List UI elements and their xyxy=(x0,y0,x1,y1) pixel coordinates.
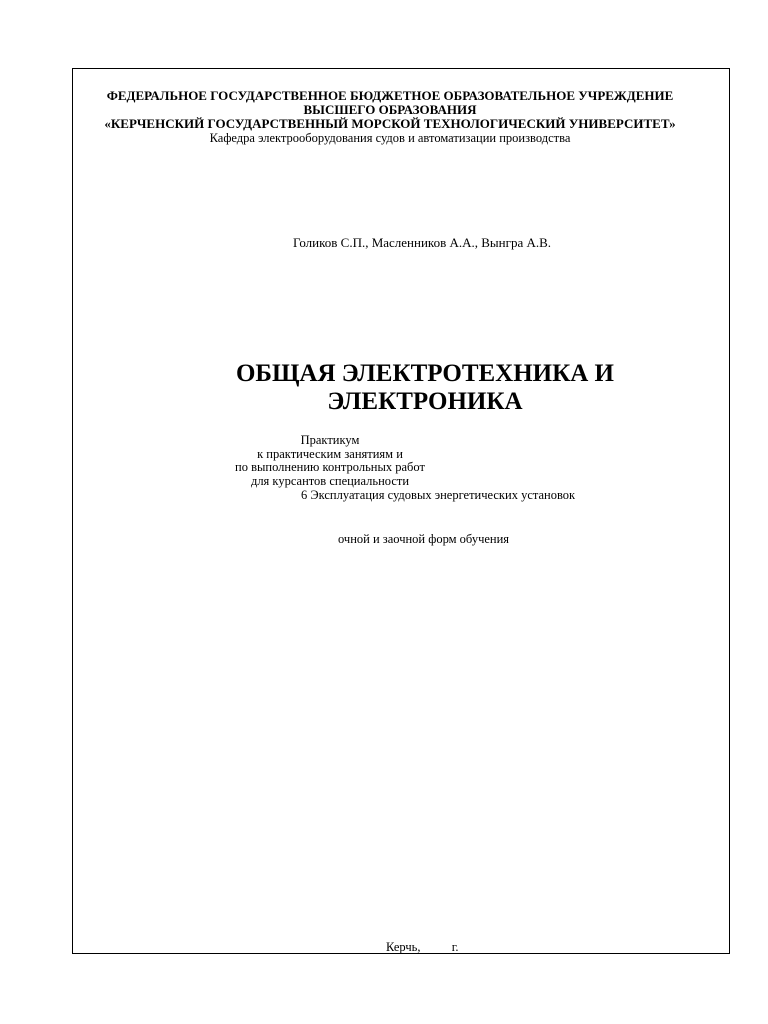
subtitle-line-1: Практикум xyxy=(300,433,360,447)
specialty-line: 6 Эксплуатация судовых энергетических установок xyxy=(301,488,576,502)
subtitle-line-4: для курсантов специальности xyxy=(250,473,410,488)
header-line-2: ВЫСШЕГО ОБРАЗОВАНИЯ xyxy=(303,102,477,117)
subtitle-line-2: к практическим занятиям и xyxy=(257,446,403,461)
page-border xyxy=(72,68,730,954)
document-title xyxy=(40,360,768,416)
title-line-2: ЭЛЕКТРОНИКА xyxy=(327,388,523,415)
title-line-1: ОБЩАЯ ЭЛЕКТРОТЕХНИКА И xyxy=(235,360,614,387)
authors-line: Голиков С.П., Масленников А.А., Вынгра А.В. xyxy=(292,235,552,250)
subtitle-line-3: по выполнению контрольных работ xyxy=(235,460,425,474)
header-line-3: «КЕРЧЕНСКИЙ ГОСУДАРСТВЕННЫЙ МОРСКОЙ ТЕХНОЛОГИЧЕСКИЙ УНИВЕРСИТЕТ» xyxy=(104,116,676,131)
document-subtitle xyxy=(80,434,580,488)
institution-header xyxy=(40,89,740,145)
department-name: Кафедра электрооборудования судов и автоматизации производства xyxy=(209,131,571,145)
study-forms-line: очной и заочной форм обучения xyxy=(338,532,510,546)
footer-city-year: Керчь, г. xyxy=(386,940,459,954)
header-line-1: ФЕДЕРАЛЬНОЕ ГОСУДАРСТВЕННОЕ БЮДЖЕТНОЕ ОБРАЗОВАТЕЛЬНОЕ УЧРЕЖДЕНИЕ xyxy=(106,88,674,103)
